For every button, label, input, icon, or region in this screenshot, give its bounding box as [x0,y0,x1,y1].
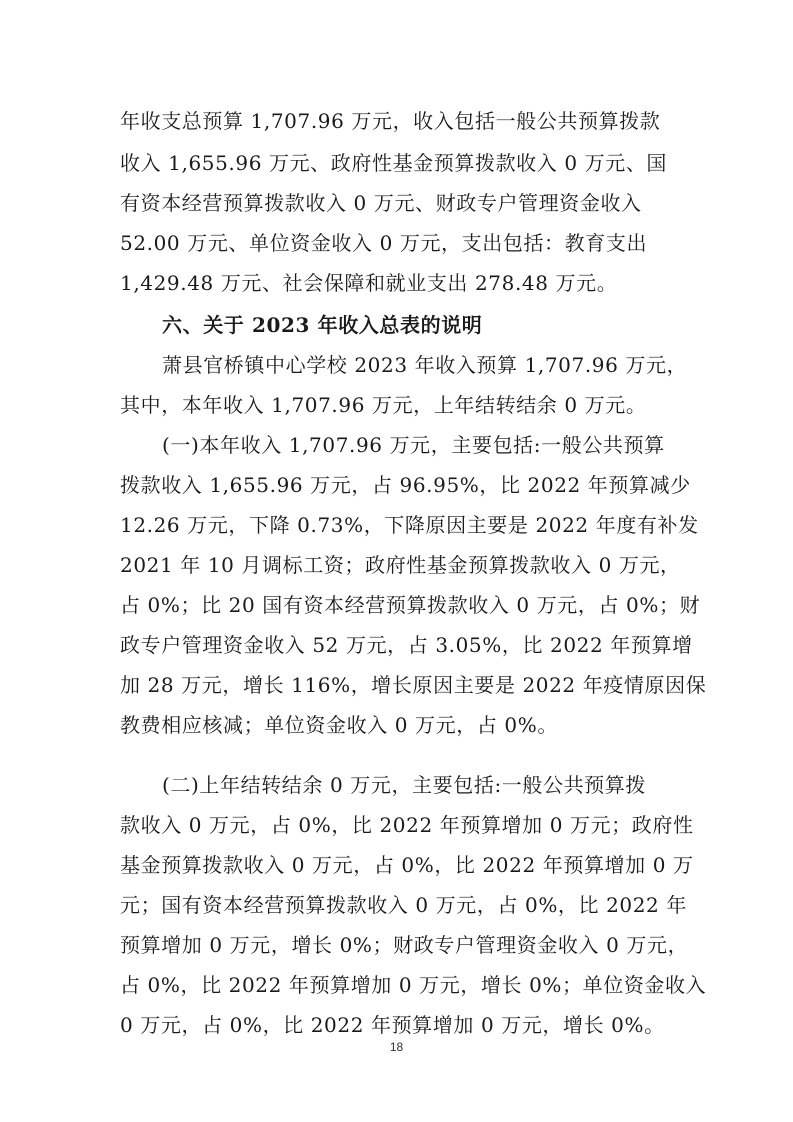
body-text-line: 基金预算拨款收入 0 万元，占 0%，比 2022 年预算增加 0 万 [120,853,694,877]
body-text-line: 1,429.48 万元、社会保障和就业支出 278.48 万元。 [120,271,618,295]
body-text-line: 预算增加 0 万元，增长 0%；财政专户管理资金收入 0 万元， [120,933,689,957]
page-number: 18 [389,1040,404,1054]
body-text-line: 其中，本年收入 1,707.96 万元，上年结转结余 0 万元。 [120,393,647,417]
body-text-line: 元；国有资本经营预算拨款收入 0 万元，占 0%，比 2022 年 [120,893,687,917]
body-text-line: 12.26 万元，下降 0.73%，下降原因主要是 2022 年度有补发 [120,513,699,537]
body-text-line: 政专户管理资金收入 52 万元，占 3.05%，比 2022 年预算增 [120,633,693,657]
body-text-line: 萧县官桥镇中心学校 2023 年收入预算 1,707.96 万元， [162,353,688,377]
body-text-line: 加 28 万元，增长 116%，增长原因主要是 2022 年疫情原因保 [120,673,707,697]
section-heading: 六、关于 2023 年收入总表的说明 [162,313,483,337]
body-text-line: 有资本经营预算拨款收入 0 万元、财政专户管理资金收入 [120,191,642,215]
body-text-line: 年收支总预算 1,707.96 万元，收入包括一般公共预算拨款 [120,109,661,133]
body-text-line: (一)本年收入 1,707.96 万元，主要包括:一般公共预算 [162,433,665,457]
body-text-line: 款收入 0 万元，占 0%，比 2022 年预算增加 0 万元；政府性 [120,813,694,837]
body-text-line: 占 0%，比 2022 年预算增加 0 万元，增长 0%；单位资金收入 [120,973,707,997]
body-text-line: 教费相应核减；单位资金收入 0 万元，占 0%。 [120,713,558,737]
body-text-line: 2021 年 10 月调标工资；政府性基金预算拨款收入 0 万元， [120,553,681,577]
body-text-line: 52.00 万元、单位资金收入 0 万元，支出包括：教育支出 [120,231,648,255]
body-text-line: 占 0%；比 20 国有资本经营预算拨款收入 0 万元，占 0%；财 [120,593,701,617]
body-text-line: 收入 1,655.96 万元、政府性基金预算拨款收入 0 万元、国 [120,151,668,175]
body-text-line: (二)上年结转结余 0 万元，主要包括:一般公共预算拨 [162,773,646,797]
body-text-line: 0 万元，占 0%，比 2022 年预算增加 0 万元，增长 0%。 [120,1013,665,1037]
body-text-line: 拨款收入 1,655.96 万元，占 96.95%，比 2022 年预算减少 [120,473,691,497]
